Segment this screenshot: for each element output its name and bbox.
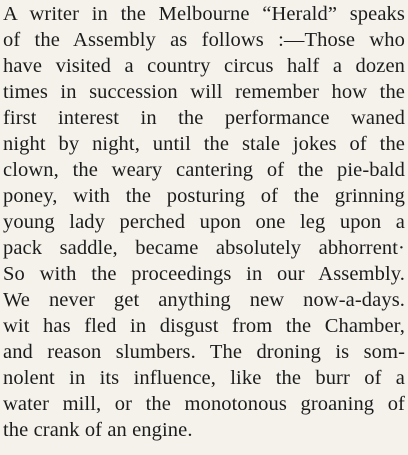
article-line: the crank of an engine. <box>3 419 193 441</box>
article-line: We never get anything new now-a-days. <box>3 289 405 311</box>
article-line: clown, the weary cantering of the pie-bald <box>3 159 405 181</box>
article-line: night by night, until the stale jokes of the <box>3 133 405 155</box>
article-line: So with the proceedings in our Assembly. <box>3 263 405 285</box>
article-line: A writer in the Melbourne “Herald” speaks <box>3 3 405 25</box>
article-line: have visited a country circus half a dozen <box>3 55 405 77</box>
article-line: young lady perched upon one leg upon a <box>3 211 405 233</box>
article-line: wit has fled in disgust from the Chamber, <box>3 315 405 337</box>
article-line: of the Assembly as follows :—Those who <box>3 29 405 51</box>
article-line: poney, with the posturing of the grinning <box>3 185 405 207</box>
article-line: first interest in the performance waned <box>3 107 405 129</box>
article-line: nolent in its influence, like the burr of a <box>3 367 405 389</box>
article-line: times in succession will remember how the <box>3 81 405 103</box>
article-line: and reason slumbers. The droning is som- <box>3 341 405 363</box>
article-line: pack saddle, became absolutely abhorrent· <box>3 237 405 259</box>
article-line: water mill, or the monotonous groaning of <box>3 393 405 415</box>
